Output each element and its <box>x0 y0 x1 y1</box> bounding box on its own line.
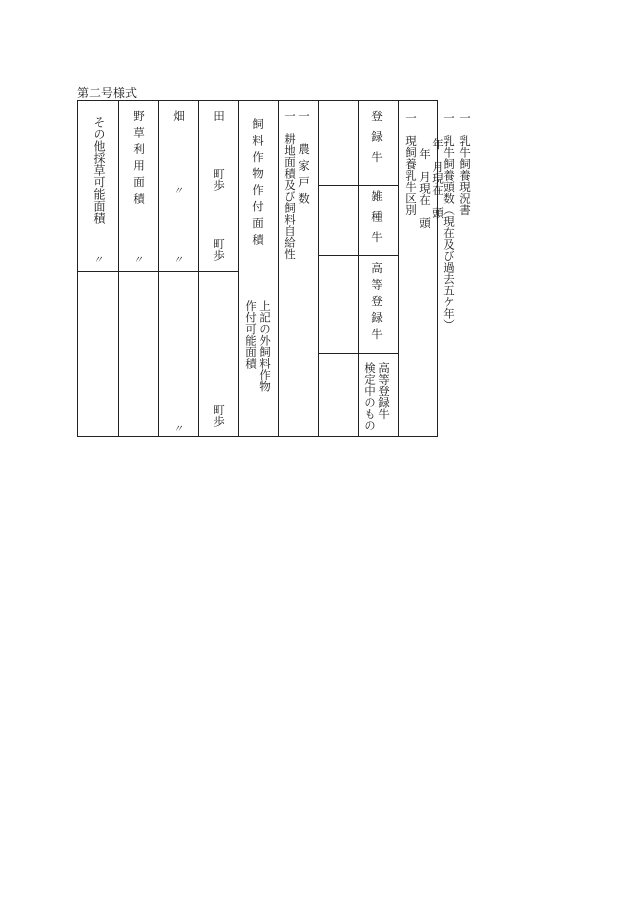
heads-line: 一 乳牛飼養頭数（現在及び過去五ケ年） <box>442 112 456 331</box>
column-divider <box>198 101 199 436</box>
area-unit: 町歩 <box>212 238 226 261</box>
date-line-1: 年 月現在 頭 <box>431 138 445 219</box>
date-line-2: 年 月現在 頭 <box>418 148 432 229</box>
classification: 一 現飼養乳牛区別 <box>404 112 418 216</box>
other-feed-crop-area: 作付可能面積 <box>244 300 258 369</box>
column-divider <box>278 101 279 436</box>
paddy-label: 田 <box>212 110 226 122</box>
ditto-mark: 〃 <box>133 255 143 266</box>
form-title: 第二号様式 <box>77 86 138 100</box>
row-divider <box>318 185 398 186</box>
other-feed-crop-area: 上記の外飼料作物 <box>258 300 272 392</box>
feed-crop-area: 飼料作物作付面積 <box>251 118 265 250</box>
column-divider <box>238 101 239 436</box>
column-divider <box>358 101 359 436</box>
other-grass-area: その他採草可能面積 <box>92 116 106 224</box>
area-unit: 町歩 <box>212 168 226 191</box>
households: 一 農家戸数 <box>297 110 311 209</box>
high-registered-pending: 高等登録牛 <box>377 362 391 420</box>
wild-grass-area: 野草利用面積 <box>132 110 146 209</box>
report-title: 一 乳牛飼養現況書 <box>458 112 472 216</box>
high-registered-cattle: 高等登録牛 <box>370 262 384 345</box>
column-divider <box>118 101 119 436</box>
column-divider <box>158 101 159 436</box>
ditto-mark: 〃 <box>173 186 183 197</box>
row-divider <box>318 353 398 354</box>
row-divider <box>318 255 398 256</box>
registered-cattle: 登録牛 <box>370 110 384 172</box>
ditto-mark: 〃 <box>173 255 183 266</box>
ditto-mark: 〃 <box>93 255 103 266</box>
row-divider <box>78 271 238 272</box>
high-registered-pending: 検定中のもの <box>363 362 377 431</box>
field-label: 畑 <box>172 110 186 122</box>
ditto-mark: 〃 <box>173 424 183 435</box>
land-area: 一 耕地面積及び飼料自給性 <box>283 110 297 260</box>
column-divider <box>318 101 319 436</box>
mixed-cattle: 雑種牛 <box>370 190 384 252</box>
area-unit: 町歩 <box>212 404 226 427</box>
column-divider <box>398 101 399 436</box>
